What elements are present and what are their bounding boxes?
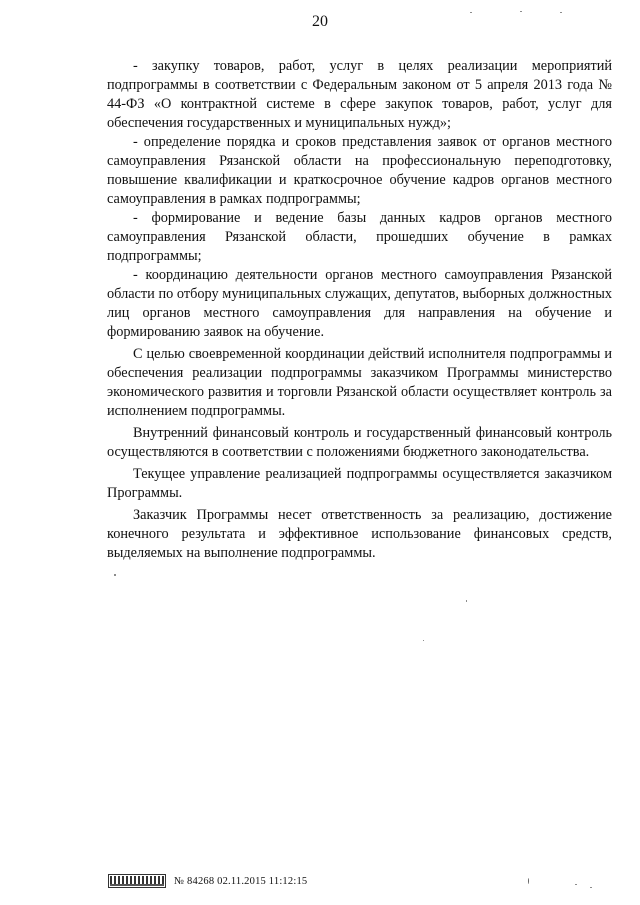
document-body xyxy=(107,57,612,563)
scan-speck xyxy=(560,12,562,13)
scan-speck xyxy=(466,600,467,602)
paragraph-responsibility: Заказчик Программы несет ответственность за реализацию, достижение конечного результата и эффективное использование финансовых средств, выделяемых на выполнение подпрограммы. xyxy=(107,507,612,561)
paragraph-coordination: - координацию деятельности органов местного самоуправления Рязанской области по отбору муниципальных служащих, депутатов, выборных должностных лиц органов местного самоуправления для направления на обучение и формированию заявок на обучение. xyxy=(107,267,612,340)
scan-speck xyxy=(470,12,472,13)
paragraph-current-management: Текущее управление реализацией подпрограммы осуществляется заказчиком Программы. xyxy=(107,466,612,501)
scan-speck xyxy=(114,574,116,576)
paragraph-financial-control: Внутренний финансовый контроль и государственный финансовый контроль осуществляются в соответствии с положениями бюджетного законодательства. xyxy=(107,425,612,460)
paragraph-personnel-database: - формирование и ведение базы данных кадров органов местного самоуправления Рязанской области, прошедших обучение в рамках подпрограммы; xyxy=(107,210,612,264)
scan-speck xyxy=(520,11,522,12)
scan-speck xyxy=(423,640,424,641)
page-number: 20 xyxy=(312,13,328,30)
scan-speck xyxy=(575,884,577,885)
scan-speck xyxy=(528,878,529,884)
paragraph-procurement: - закупку товаров, работ, услуг в целях реализации мероприятий подпрограммы в соответствии с Федеральным законом от 5 апреля 2013 года № 44-ФЗ «О контрактной системе в сфере закупок товаров, работ, услуг для обеспечения государственных и муниципальных нужд»; xyxy=(107,58,612,131)
scan-speck xyxy=(590,887,592,888)
paragraph-control: С целью своевременной координации действий исполнителя подпрограммы и обеспечения реализации подпрограммы заказчиком Программы министерство экономического развития и торговли Рязанской области осуществляет контроль за исполнением подпрограммы. xyxy=(107,346,612,419)
paragraph-application-procedure: - определение порядка и сроков представления заявок от органов местного самоуправления Рязанской области на профессиональную переподготовку, повышение квалификации и краткосрочное обучение кадров органов местного самоуправления в рамках подпрограммы; xyxy=(107,134,612,207)
registry-stamp-icon xyxy=(108,874,166,888)
registration-number: № 84268 02.11.2015 11:12:15 xyxy=(174,875,308,887)
registration-footer xyxy=(108,873,307,889)
